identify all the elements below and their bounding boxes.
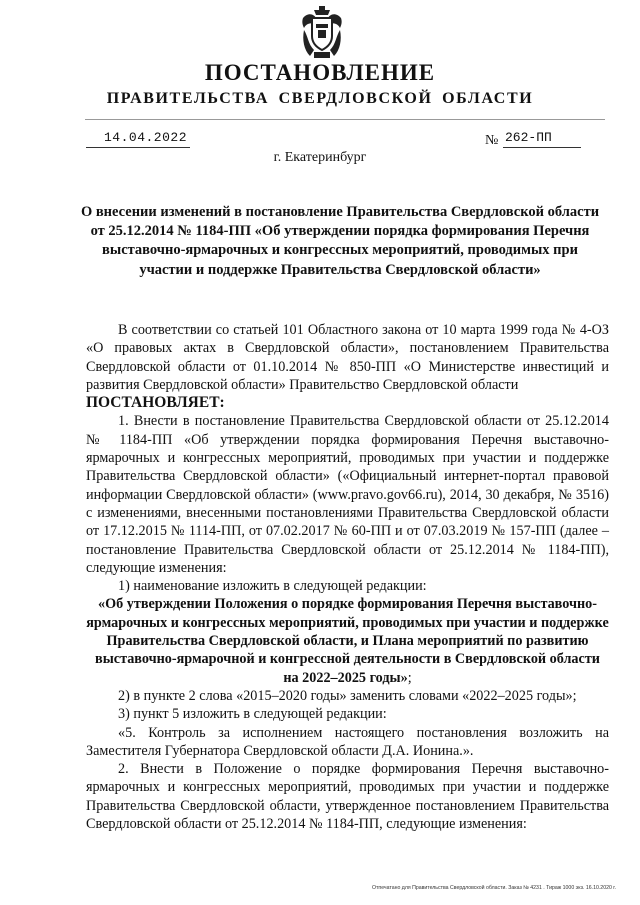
subitem-3-quote: «5. Контроль за исполнением настоящего постановления возложить на Заместителя Губернатора Свердловской области Д.А. Ионина.».: [86, 724, 609, 759]
document-body: [86, 321, 609, 833]
subitem-1-quote: [86, 595, 609, 686]
subitem-1: 1) наименование изложить в следующей редакции:: [118, 578, 427, 595]
document-title: О внесении изменений в постановление Правительства Свердловской области от 25.12.2014 № 1184-ПП «Об утверждении порядка формирования Перечня выставочно-ярмарочных и конгрессных мероприятий, проводимых при участии и поддержке Правительства Свердловской области»: [80, 204, 600, 278]
coat-of-arms-icon: [300, 6, 344, 60]
header-title: ПОСТАНОВЛЕНИЕ: [204, 60, 436, 85]
subitem-1-quote-text: «Об утверждении Положения о порядке формирования Перечня выставочно-ярмарочных и конгрессных мероприятий, проводимых при участии и поддержке Правительства Свердловской области, и Плана мероприятий по развитию выставочно-ярмарочной и конгрессной деятельности в Свердловской области на 2022–2025 годы»: [86, 596, 609, 686]
subitem-2: 2) в пункте 2 слова «2015–2020 годы» заменить словами «2022–2025 годы»;: [118, 687, 577, 704]
item-1: 1. Внести в постановление Правительства Свердловской области от 25.12.2014 № 1184-ПП «Об утверждении порядка формирования Перечня выставочно-ярмарочных и конгрессных мероприятий, проводимых при участии и поддержке Правительства Свердловской области» («Официальный интернет-портал правовой информации Свердловской области» (www.pravo.gov66.ru), 2014, 30 декабря, № 3516) с изменениями, внесенными постановлениями Правительства Свердловской области от 17.12.2015 № 1114-ПП, от 07.02.2017 № 60-ПП и от 07.03.2019 № 157-ПП (далее – постановление Правительства Свердловской области от 25.12.2014 № 1184-ПП), следующие изменения:: [86, 413, 609, 576]
header-divider: [85, 119, 605, 120]
decree-word: ПОСТАНОВЛЯЕТ:: [86, 394, 225, 412]
intro-paragraph: В соответствии со статьей 101 Областного закона от 10 марта 1999 года № 4-ОЗ «О правовых актах в Свердловской области», постановлением Правительства Свердловской области от 01.10.2014 № 850-ПП «О Министерстве инвестиций и развития Свердловской области» Правительство Свердловской области: [86, 322, 609, 393]
city: г. Екатеринбург: [273, 150, 367, 165]
item-2: 2. Внести в Положение о порядке формирования Перечня выставочно-ярмарочных и конгрессных мероприятий, проводимых при участии и поддержке Правительства Свердловской области, утвержденное постановлением Правительства Свердловской области от 25.12.2014 № 1184-ПП, следующие изменения:: [86, 761, 609, 833]
subitem-1-quote-tail: ;: [407, 669, 412, 686]
header-subtitle: ПРАВИТЕЛЬСТВА СВЕРДЛОВСКОЙ ОБЛАСТИ: [106, 90, 534, 107]
date-underline: [86, 147, 190, 148]
subitem-3: 3) пункт 5 изложить в следующей редакции:: [118, 706, 387, 723]
print-footer: Отпечатано для Правительства Свердловской области. Заказ № 4231 . Тираж 1000 экз. 16.10.2020 г.: [372, 885, 616, 891]
document-date: 14.04.2022: [104, 130, 188, 145]
document-number: 262-ПП: [505, 130, 552, 145]
number-label: №: [485, 133, 499, 148]
number-underline: [503, 147, 581, 148]
